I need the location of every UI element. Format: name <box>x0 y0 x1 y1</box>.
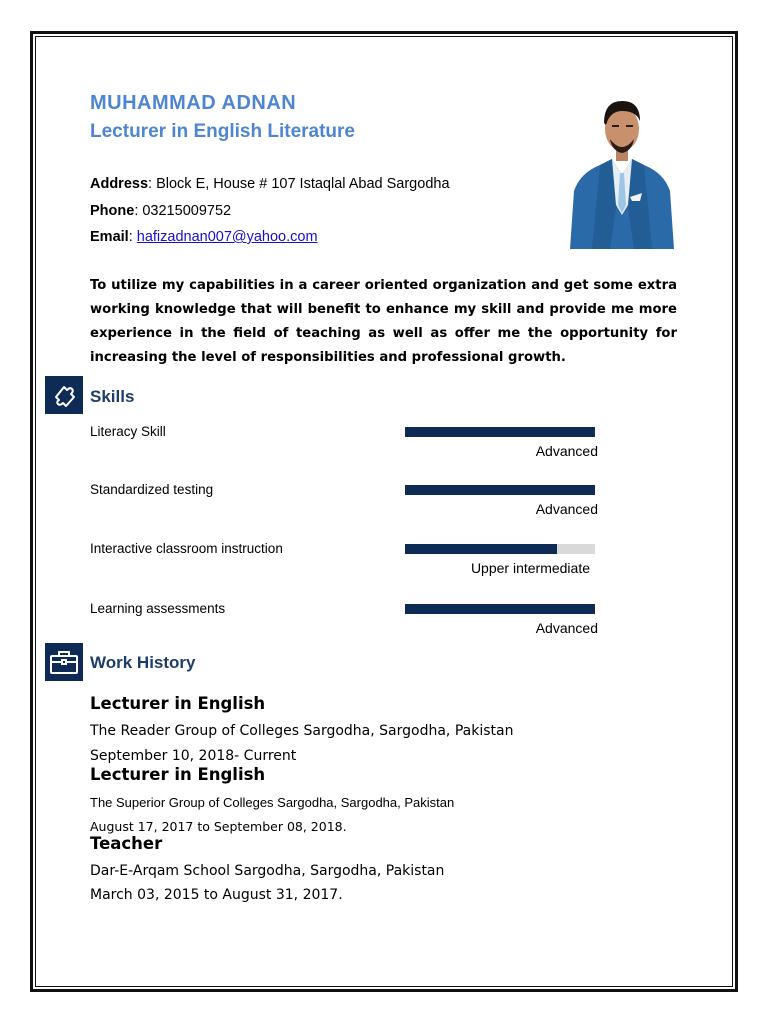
email-label: Email <box>90 229 129 245</box>
skill-bar-fill <box>405 427 595 437</box>
skill-bar-fill <box>405 485 595 495</box>
work-history-heading: Work History <box>90 653 196 672</box>
job-title: Teacher <box>90 834 163 853</box>
job-organization: The Superior Group of Colleges Sargodha, Sargodha, Pakistan <box>90 795 455 810</box>
email-separator: : <box>128 229 137 245</box>
candidate-title: Lecturer in English Literature <box>90 121 355 142</box>
phone-label: Phone <box>90 203 135 219</box>
job-dates: March 03, 2015 to August 31, 2017. <box>90 887 343 903</box>
skill-label: Learning assessments <box>90 601 226 616</box>
email-line <box>90 229 318 245</box>
briefcase-icon <box>45 643 83 681</box>
skill-bar <box>405 544 595 554</box>
skill-level: Advanced <box>535 620 598 636</box>
career-objective: To utilize my capabilities in a career oriented organization and get some extra working knowledge that will benefit to enhance my skill and provide me more experience in the field of teaching as well as offer me the opportunity for increasing the level of responsibilities and professional growth. <box>90 278 677 365</box>
skill-level: Advanced <box>535 501 598 517</box>
skills-heading: Skills <box>90 387 135 406</box>
puzzle-icon <box>45 376 83 414</box>
job-organization: The Reader Group of Colleges Sargodha, Sargodha, Pakistan <box>90 723 514 739</box>
skill-label: Interactive classroom instruction <box>90 541 283 556</box>
skill-label: Literacy Skill <box>90 424 166 439</box>
job-organization: Dar-E-Arqam School Sargodha, Sargodha, Pakistan <box>90 863 445 879</box>
profile-photo <box>570 95 674 249</box>
email-link[interactable]: hafizadnan007@yahoo.com <box>136 229 318 245</box>
skill-bar-fill <box>405 544 557 554</box>
address-label: Address <box>90 176 149 192</box>
skill-level: Upper intermediate <box>470 560 590 576</box>
skill-bar <box>405 604 595 614</box>
address-value: : Block E, House # 107 Istaqlal Abad Sargodha <box>148 176 450 192</box>
job-dates: August 17, 2017 to September 08, 2018. <box>90 819 347 834</box>
skill-bar <box>405 485 595 495</box>
phone-line <box>90 203 231 219</box>
skill-bar-fill <box>405 604 595 614</box>
phone-value: : 03215009752 <box>134 203 232 219</box>
skill-label: Standardized testing <box>90 482 214 497</box>
job-title: Lecturer in English <box>90 694 266 713</box>
address-line <box>90 176 450 192</box>
skill-level: Advanced <box>535 443 598 459</box>
skill-bar <box>405 427 595 437</box>
candidate-name: MUHAMMAD ADNAN <box>90 92 297 114</box>
job-dates: September 10, 2018- Current <box>90 748 297 764</box>
job-title: Lecturer in English <box>90 765 266 784</box>
